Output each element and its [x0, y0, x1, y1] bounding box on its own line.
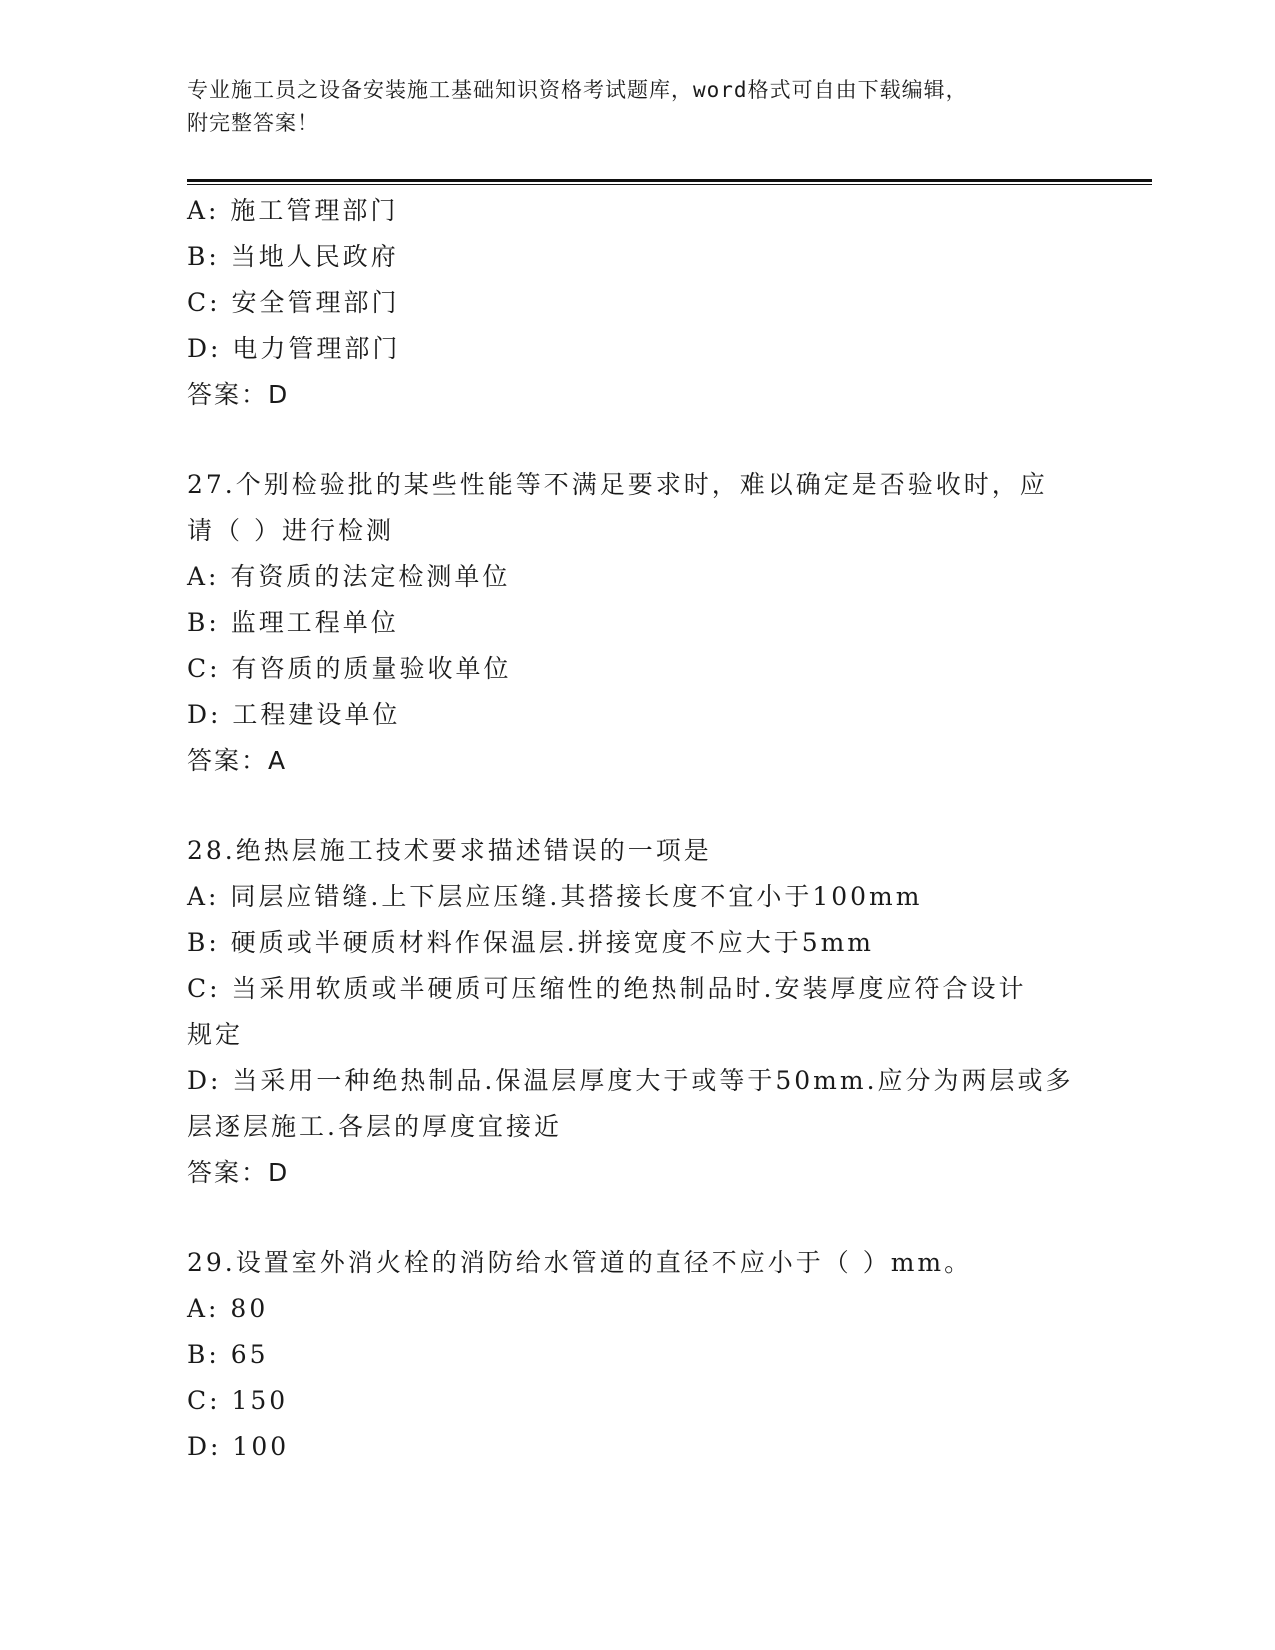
option-d: D: 电力管理部门 [187, 334, 401, 363]
question-27 [187, 462, 1087, 784]
answer-line: 答案：D [187, 380, 290, 409]
question-stem-continued: 请（ ）进行检测 [187, 516, 394, 545]
option-b: B: 硬质或半硬质材料作保温层.拼接宽度不应大于5mm [187, 928, 875, 957]
question-spacer [187, 1196, 1087, 1240]
header-rule-thick [187, 179, 1152, 182]
header-line-2: 附完整答案！ [187, 111, 319, 135]
option-a: A: 同层应错缝.上下层应压缝.其搭接长度不宜小于100mm [187, 882, 923, 911]
question-28 [187, 828, 1087, 1196]
option-a: A: 施工管理部门 [187, 196, 399, 225]
question-stem: 28.绝热层施工技术要求描述错误的一项是 [187, 836, 712, 865]
answer-line: 答案：D [187, 1158, 290, 1187]
option-b: B: 65 [187, 1340, 269, 1369]
option-d-continued: 层逐层施工.各层的厚度宜接近 [187, 1112, 562, 1141]
option-c: C: 安全管理部门 [187, 288, 400, 317]
option-c-continued: 规定 [187, 1020, 244, 1049]
question-stem: 29.设置室外消火栓的消防给水管道的直径不应小于（ ）mm。 [187, 1248, 973, 1277]
document-header [187, 74, 1087, 140]
question-spacer [187, 784, 1087, 828]
question-list [187, 188, 1087, 1470]
option-c: C: 当采用软质或半硬质可压缩性的绝热制品时.安装厚度应符合设计 [187, 974, 1027, 1003]
option-a: A: 80 [187, 1294, 269, 1323]
question-26 [187, 188, 1087, 418]
question-29 [187, 1240, 1087, 1470]
option-c: C: 有咨质的质量验收单位 [187, 654, 512, 683]
header-line-1: 专业施工员之设备安装施工基础知识资格考试题库，word格式可自由下载编辑， [187, 78, 968, 102]
question-spacer [187, 418, 1087, 462]
option-b: B: 当地人民政府 [187, 242, 399, 271]
option-a: A: 有资质的法定检测单位 [187, 562, 511, 591]
option-c: C: 150 [187, 1386, 289, 1415]
option-d: D: 工程建设单位 [187, 700, 401, 729]
option-d: D: 100 [187, 1432, 290, 1461]
question-stem: 27.个别检验批的某些性能等不满足要求时，难以确定是否验收时，应 [187, 470, 1048, 499]
header-rule-thin [187, 184, 1152, 185]
option-b: B: 监理工程单位 [187, 608, 399, 637]
option-d: D: 当采用一种绝热制品.保温层厚度大于或等于50mm.应分为两层或多 [187, 1066, 1074, 1095]
answer-line: 答案：A [187, 746, 288, 775]
